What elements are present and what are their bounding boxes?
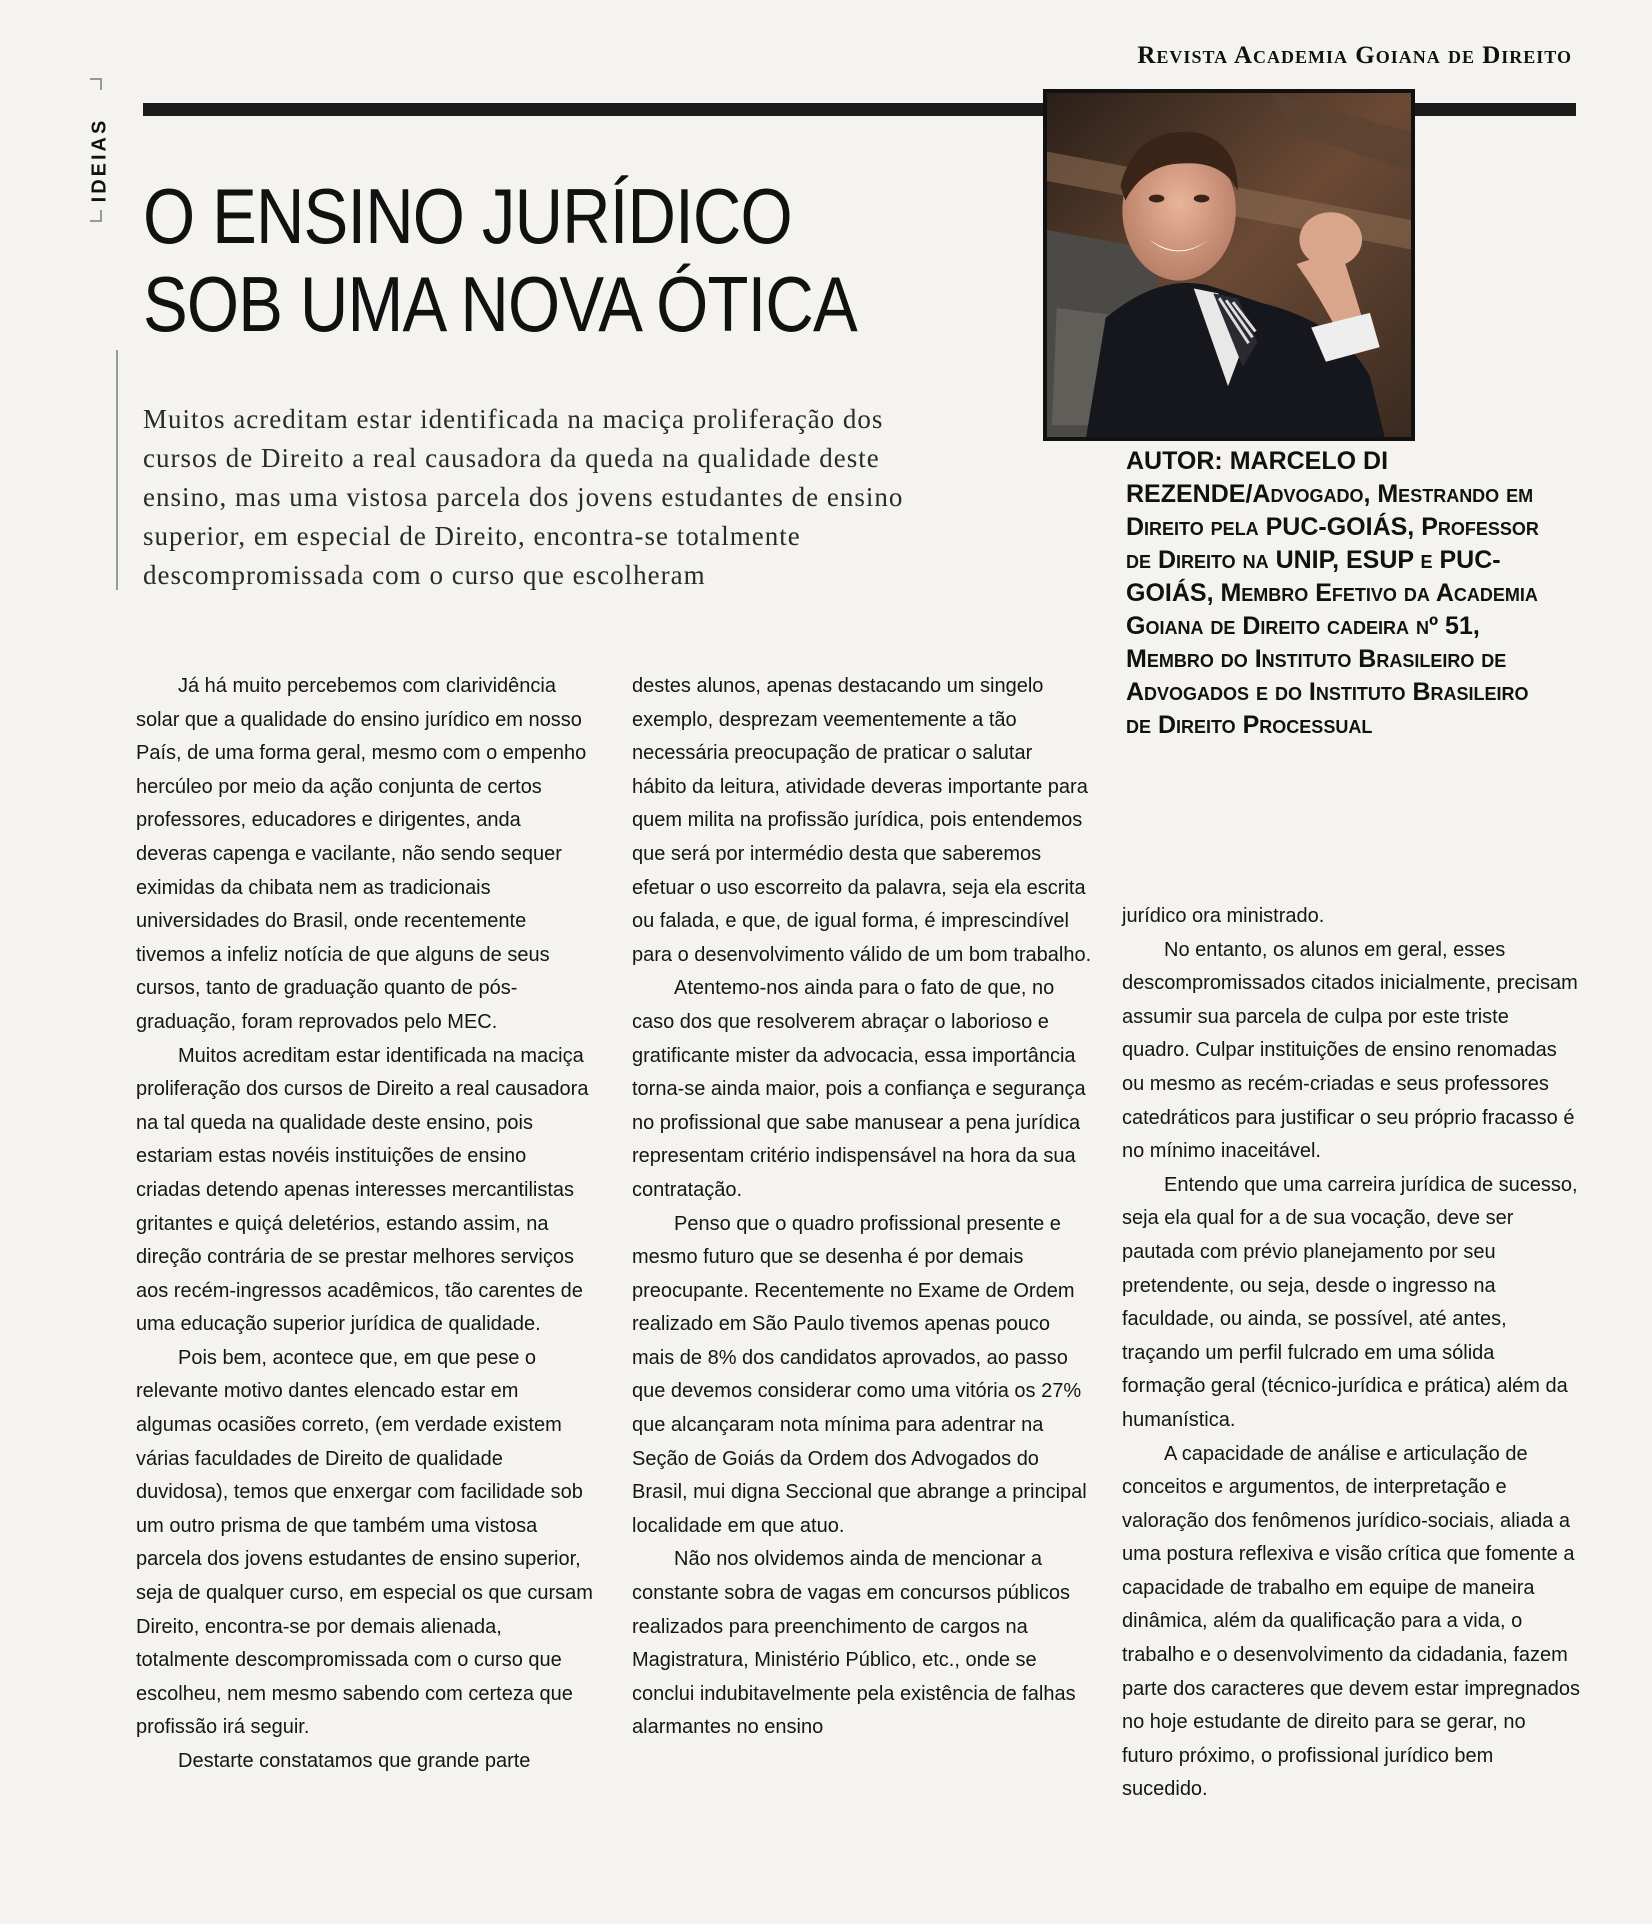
corner-mark-icon: [90, 78, 102, 90]
article-title: [143, 172, 883, 348]
corner-mark-icon: [90, 210, 102, 222]
section-tag-label: IDEIAS: [88, 117, 111, 203]
article-lead: Muitos acreditam estar identificada na maciça proliferação dos cursos de Direito a real causadora da queda na qualidade deste ensino, mas uma vistosa parcela dos jovens estudantes de ensino superior, em especial de Direito, encontra-se totalmente descompromissada com o curso que escolheram: [143, 404, 904, 590]
paragraph: A capacidade de análise e articulação de conceitos e argumentos, de interpretação e valoração dos fenômenos jurídico-sociais, aliada a uma postura reflexiva e visão crítica que fomente a capacidade de trabalho em equipe de maneira dinâmica, além da qualificação para a vida, o trabalho e o desenvolvimento da cidadania, fazem parte dos caracteres que devem estar impregnados no hoje estudante de direito para se gerar, no futuro próximo, o profissional jurídico bem sucedido.: [1122, 1442, 1581, 1801]
title-line-2: SOB UMA NOVA ÓTICA: [143, 260, 857, 348]
body-column-2: [632, 670, 1092, 1745]
author-portrait-image: [1047, 93, 1411, 437]
paragraph: Destarte constatamos que grande parte: [178, 1750, 531, 1772]
paragraph: Não nos olvidemos ainda de mencionar a constante sobra de vagas em concursos públicos realizados para preenchimento de cargos na Magistratura, Ministério Público, etc., onde se conclui indubitavelmente pela existência de falhas alarmantes no ensino: [632, 1548, 1076, 1739]
paragraph: Muitos acreditam estar identificada na maciça proliferação dos cursos de Direito a real causadora na tal queda na qualidade deste ensino, pois estariam estas novéis instituições de ensino criadas detendo apenas interesses mercantilistas gritantes e quiçá deletérios, estando assim, na direção contrária de se prestar melhores serviços aos recém-ingressos acadêmicos, tão carentes de uma educação superior jurídica de qualidade.: [136, 1044, 589, 1336]
paragraph: destes alunos, apenas destacando um singelo exemplo, desprezam veementemente a tão necessária preocupação de praticar o salutar hábito da leitura, atividade deveras importante para quem milita na profissão jurídica, pois entendemos que será por intermédio desta que saberemos efetuar o uso escorreito da palavra, seja ela escrita ou falada, e que, de igual forma, é imprescindível para o desenvolvimento válido de um bom trabalho.: [632, 675, 1092, 966]
paragraph: Entendo que uma carreira jurídica de sucesso, seja ela qual for a de sua vocação, deve ser pautada com prévio planejamento por seu pretendente, ou seja, desde o ingresso na faculdade, ou ainda, se possível, até antes, traçando um perfil fulcrado em uma sólida formação geral (técnico-jurídica e prática) além da humanística.: [1122, 1173, 1578, 1431]
section-tag: [80, 95, 120, 225]
title-line-1: O ENSINO JURÍDICO: [143, 172, 792, 260]
body-column-1: [136, 670, 596, 1779]
lead-margin-mark: [116, 350, 118, 590]
body-column-3: [1122, 900, 1582, 1807]
paragraph: Já há muito percebemos com clarividência solar que a qualidade do ensino jurídico em nosso País, de uma forma geral, mesmo com o empenho hercúleo por meio da ação conjunta de certos professores, educadores e dirigentes, anda deveras capenga e vacilante, não sendo sequer eximidas da chibata nem as tradicionais universidades do Brasil, onde recentemente tivemos a infeliz notícia de que alguns de seus cursos, tanto de graduação quanto de pós-graduação, foram reprovados pelo MEC.: [136, 675, 587, 1033]
author-credits: [1126, 445, 1546, 742]
author-photo: [1043, 89, 1415, 441]
paragraph: Pois bem, acontece que, em que pese o relevante motivo dantes elencado estar em algumas ocasiões correto, (em verdade existem várias faculdades de Direito de qualidade duvidosa), temos que enxergar com facilidade sob um outro prisma de que também uma vistosa parcela dos jovens estudantes de ensino superior, seja de qualquer curso, em especial os que cursam Direito, encontra-se por demais alienada, totalmente descompromissada com o curso que escolheu, nem mesmo sabendo com certeza que profissão irá seguir.: [136, 1346, 593, 1739]
paragraph: Atentemo-nos ainda para o fato de que, no caso dos que resolverem abraçar o laborioso e gratificante mister da advocacia, essa importância torna-se ainda maior, pois a confiança e segurança no profissional que sabe manusear a pena jurídica representam critério indispensável na hora da sua contratação.: [632, 977, 1086, 1201]
paragraph: Penso que o quadro profissional presente e mesmo futuro que se desenha é por demais preocupante. Recentemente no Exame de Ordem realizado em São Paulo tivemos apenas pouco mais de 8% dos candidatos aprovados, ao passo que devemos considerar como uma vitória os 27% que alcançaram nota mínima para adentrar na Seção de Goiás da Ordem dos Advogados do Brasil, mui digna Seccional que abrange a principal localidade em que atuo.: [632, 1212, 1087, 1537]
paragraph: jurídico ora ministrado.: [1122, 905, 1325, 927]
author-name: AUTOR: MARCELO DI REZENDE/: [1126, 447, 1389, 508]
paragraph: No entanto, os alunos em geral, esses descompromissados citados inicialmente, precisam assumir sua parcela de culpa por este triste quadro. Culpar instituições de ensino renomadas ou mesmo as recém-criadas e seus professores catedráticos para justificar o seu próprio fracasso é no mínimo inaceitável.: [1122, 938, 1578, 1163]
masthead: Revista Academia Goiana de Direito: [1137, 42, 1572, 69]
author-credentials: Advogado, Mestrando em Direito pela PUC-GOIÁS, Professor de Direito na UNIP, ESUP e PUC-GOIÁS, Membro Efetivo da Academia Goiana de Direito cadeira nº 51, Membro do Instituto Brasileiro de Advogados e do Instituto Brasileiro de Direito Processual: [1126, 480, 1539, 739]
